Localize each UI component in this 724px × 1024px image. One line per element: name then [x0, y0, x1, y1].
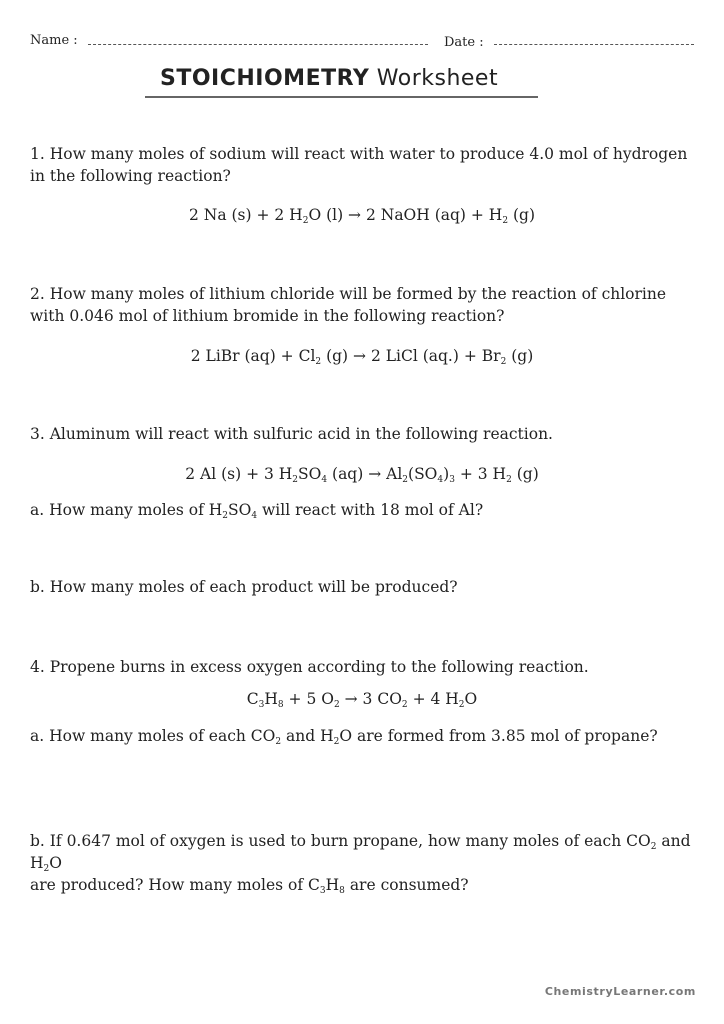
name-label: Name :	[30, 33, 78, 48]
question-4b	[30, 830, 700, 896]
question-4b-line-2: are produced? How many moles of $C_3H_8$ are consumed?	[30, 876, 469, 896]
date-field-line[interactable]	[494, 44, 694, 45]
question-3a: a. How many moles of $H_2SO_4$ will react with 18 mol of Al?	[30, 501, 484, 521]
question-1: 1. How many moles of sodium will react with water to produce 4.0 mol of hydrogen in the following reaction?	[30, 145, 688, 185]
title-rest: Worksheet	[376, 66, 499, 91]
equation-2: 2 LiBr $(aq) + Cl_2$ (g) → 2 LiCl $(aq.) + Br_2$ (g)	[190, 347, 534, 367]
name-field-line[interactable]	[88, 44, 428, 45]
equation-4: $C_3H_8 + 5$ $O_2 \to 3$ $CO_2 + 4$ $H_2O$	[246, 690, 478, 710]
equation-1: 2 Na (s) + 2 $H_2O$ (l) → 2 NaOH $(aq) + H_2$ (g)	[188, 206, 536, 226]
equation-3: 2 Al (s) + 3 $H_2SO_4$ $(aq) \to Al_2(SO_4)_3 + 3$ $H_2$ (g)	[185, 465, 539, 485]
question-4a: a. How many moles of each $CO_2$ and $H_2O$ are formed from 3.85 mol of propane?	[30, 727, 658, 747]
question-2: 2. How many moles of lithium chloride will be formed by the reaction of chlorine with 0.046 mol of lithium bromide in the following reaction?	[30, 285, 667, 325]
question-3: 3. Aluminum will react with sulfuric acid in the following reaction.	[30, 425, 553, 443]
question-4: 4. Propene burns in excess oxygen according to the following reaction.	[30, 658, 589, 676]
question-3b: b. How many moles of each product will be produced?	[30, 578, 458, 596]
title-bold: STOICHIOMETRY	[160, 66, 370, 91]
site-watermark: ChemistryLearner.com	[544, 985, 696, 998]
worksheet-title	[160, 66, 498, 91]
date-label: Date :	[444, 35, 484, 50]
title-underline	[145, 96, 538, 98]
question-4b-line-1: b. If 0.647 mol of oxygen is used to burn propane, how many moles of each $CO_2$ and $H_2O$	[30, 832, 691, 874]
